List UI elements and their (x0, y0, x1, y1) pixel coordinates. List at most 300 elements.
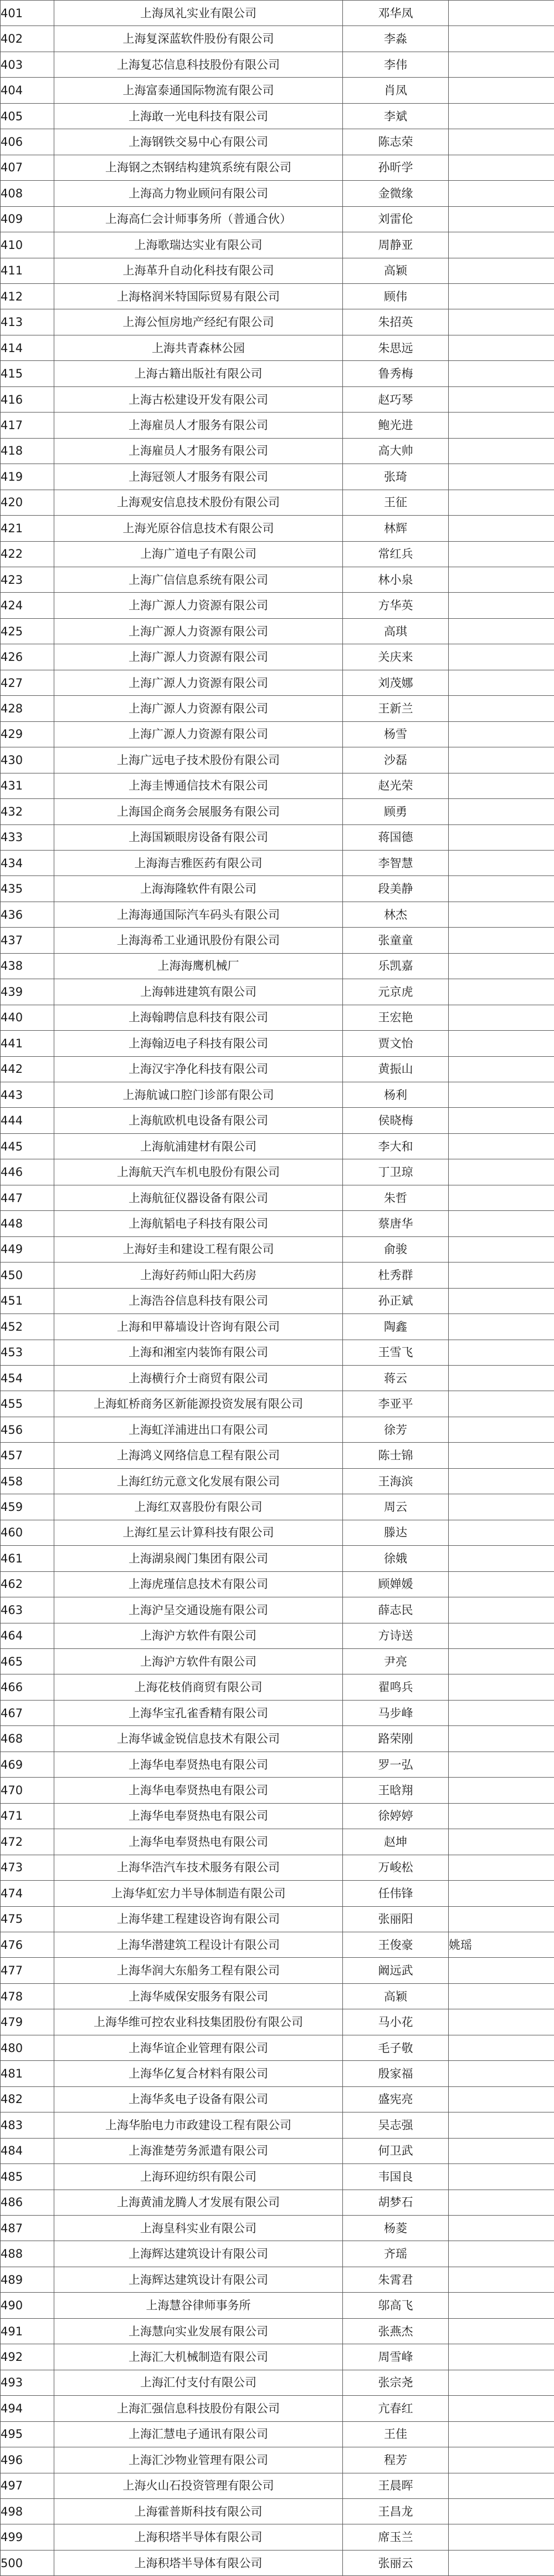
company-name: 上海湖泉阀门集团有限公司 (54, 1546, 343, 1571)
roster-table-body (1, 1, 554, 2576)
person-name: 常红兵 (343, 541, 449, 567)
person-name: 李智慧 (343, 850, 449, 875)
row-number: 480 (1, 2035, 54, 2060)
person-name: 马步峰 (343, 1700, 449, 1725)
table-row (1, 1700, 554, 1725)
company-name: 上海好圭和建设工程有限公司 (54, 1236, 343, 1262)
extra-name (449, 670, 554, 695)
company-name: 上海广源人力资源有限公司 (54, 618, 343, 644)
row-number: 413 (1, 309, 54, 335)
table-row (1, 2035, 554, 2060)
row-number: 412 (1, 283, 54, 309)
extra-name (449, 258, 554, 283)
table-row (1, 2498, 554, 2524)
extra-name (449, 516, 554, 541)
table-row (1, 1005, 554, 1030)
table-row (1, 52, 554, 77)
row-number: 417 (1, 413, 54, 438)
row-number: 498 (1, 2498, 54, 2524)
person-name: 段美静 (343, 876, 449, 902)
extra-name (449, 309, 554, 335)
company-name: 上海雇员人才服务有限公司 (54, 413, 343, 438)
table-row (1, 2550, 554, 2575)
extra-name (449, 2190, 554, 2215)
person-name: 刘雷伦 (343, 206, 449, 232)
row-number: 463 (1, 1597, 54, 1623)
extra-name (449, 1262, 554, 1288)
row-number: 443 (1, 1082, 54, 1108)
table-row (1, 1391, 554, 1417)
row-number: 419 (1, 464, 54, 490)
table-row (1, 1082, 554, 1108)
person-name: 黄振山 (343, 1056, 449, 1082)
row-number: 462 (1, 1571, 54, 1597)
person-name: 顾勇 (343, 799, 449, 824)
company-name: 上海汇慧电子通讯有限公司 (54, 2421, 343, 2447)
person-name: 王新兰 (343, 696, 449, 721)
row-number: 465 (1, 1649, 54, 1674)
person-name: 孙昕学 (343, 155, 449, 180)
person-name: 张宗尧 (343, 2370, 449, 2395)
table-row (1, 644, 554, 670)
row-number: 416 (1, 386, 54, 412)
extra-name (449, 1623, 554, 1648)
table-row (1, 1185, 554, 1210)
person-name: 齐瑶 (343, 2241, 449, 2267)
row-number: 495 (1, 2421, 54, 2447)
row-number: 418 (1, 438, 54, 464)
company-name: 上海华维可控农业科技集团股份有限公司 (54, 2009, 343, 2035)
person-name: 顾婵媛 (343, 1571, 449, 1597)
table-row (1, 2061, 554, 2086)
table-row (1, 1674, 554, 1700)
extra-name (449, 2370, 554, 2395)
row-number: 470 (1, 1778, 54, 1803)
person-name: 殷家福 (343, 2061, 449, 2086)
person-name: 李亚平 (343, 1391, 449, 1417)
row-number: 472 (1, 1829, 54, 1855)
extra-name (449, 1726, 554, 1752)
table-row (1, 1340, 554, 1365)
row-number: 410 (1, 232, 54, 258)
extra-name (449, 876, 554, 902)
row-number: 464 (1, 1623, 54, 1648)
person-name: 沙磊 (343, 747, 449, 773)
company-name: 上海广信信息系统有限公司 (54, 567, 343, 592)
extra-name (449, 103, 554, 129)
row-number: 409 (1, 206, 54, 232)
company-name: 上海冠领人才服务有限公司 (54, 464, 343, 490)
person-name: 鲁秀梅 (343, 361, 449, 386)
extra-name (449, 618, 554, 644)
company-name: 上海广源人力资源有限公司 (54, 644, 343, 670)
person-name: 胡梦石 (343, 2190, 449, 2215)
company-name: 上海广源人力资源有限公司 (54, 670, 343, 695)
person-name: 朱霄君 (343, 2267, 449, 2292)
person-name: 刘茂娜 (343, 670, 449, 695)
row-number: 424 (1, 593, 54, 618)
person-name: 陶鑫 (343, 1314, 449, 1340)
table-row (1, 1314, 554, 1340)
extra-name (449, 2164, 554, 2190)
table-row (1, 2164, 554, 2190)
extra-name (449, 52, 554, 77)
extra-name (449, 696, 554, 721)
company-name: 上海汇大机械制造有限公司 (54, 2344, 343, 2370)
table-row (1, 2190, 554, 2215)
company-name: 上海广源人力资源有限公司 (54, 721, 343, 747)
table-row (1, 1262, 554, 1288)
company-name: 上海航诚口腔门诊部有限公司 (54, 1082, 343, 1108)
table-row (1, 1571, 554, 1597)
extra-name (449, 721, 554, 747)
table-row (1, 2318, 554, 2344)
person-name: 张童童 (343, 928, 449, 953)
row-number: 456 (1, 1417, 54, 1442)
company-name: 上海高仁会计师事务所（普通合伙） (54, 206, 343, 232)
row-number: 479 (1, 2009, 54, 2035)
row-number: 444 (1, 1108, 54, 1133)
row-number: 475 (1, 1906, 54, 1932)
person-name: 杨雪 (343, 721, 449, 747)
person-name: 赵巧琴 (343, 386, 449, 412)
person-name: 杜秀群 (343, 1262, 449, 1288)
row-number: 484 (1, 2138, 54, 2163)
person-name: 蒋国德 (343, 824, 449, 850)
company-name: 上海虎瑾信息技术有限公司 (54, 1571, 343, 1597)
row-number: 432 (1, 799, 54, 824)
row-number: 440 (1, 1005, 54, 1030)
row-number: 408 (1, 181, 54, 206)
table-row (1, 1983, 554, 2009)
extra-name (449, 2138, 554, 2163)
table-row (1, 850, 554, 875)
company-name: 上海航韬电子科技有限公司 (54, 1211, 343, 1236)
extra-name (449, 181, 554, 206)
row-number: 487 (1, 2215, 54, 2241)
table-row (1, 2215, 554, 2241)
person-name: 滕达 (343, 1520, 449, 1545)
row-number: 404 (1, 78, 54, 103)
extra-name (449, 1752, 554, 1777)
row-number: 436 (1, 902, 54, 927)
table-row (1, 1803, 554, 1829)
company-name: 上海敢一光电科技有限公司 (54, 103, 343, 129)
extra-name (449, 2473, 554, 2498)
person-name: 肖凤 (343, 78, 449, 103)
person-name: 赵坤 (343, 1829, 449, 1855)
extra-name (449, 1288, 554, 1314)
company-name: 上海歌瑞达实业有限公司 (54, 232, 343, 258)
extra-name (449, 1855, 554, 1880)
person-name: 李伟 (343, 52, 449, 77)
table-row (1, 953, 554, 979)
row-number: 468 (1, 1726, 54, 1752)
table-row (1, 1752, 554, 1777)
row-number: 457 (1, 1443, 54, 1468)
extra-name (449, 78, 554, 103)
extra-name (449, 1031, 554, 1056)
person-name: 王晗翔 (343, 1778, 449, 1803)
extra-name (449, 2396, 554, 2421)
extra-name (449, 2421, 554, 2447)
person-name: 王征 (343, 490, 449, 515)
table-row (1, 2370, 554, 2395)
company-name: 上海海吉雅医药有限公司 (54, 850, 343, 875)
table-row (1, 1597, 554, 1623)
person-name: 席玉兰 (343, 2524, 449, 2550)
company-name: 上海航天汽车机电股份有限公司 (54, 1159, 343, 1185)
row-number: 427 (1, 670, 54, 695)
extra-name (449, 129, 554, 155)
extra-name (449, 2112, 554, 2138)
extra-name (449, 541, 554, 567)
company-name: 上海翰聘信息科技有限公司 (54, 1005, 343, 1030)
person-name: 何卫武 (343, 2138, 449, 2163)
row-number: 431 (1, 773, 54, 798)
row-number: 481 (1, 2061, 54, 2086)
person-name: 周雪峰 (343, 2344, 449, 2370)
table-row (1, 1288, 554, 1314)
table-row (1, 1494, 554, 1520)
table-row (1, 721, 554, 747)
company-name: 上海航欧机电设备有限公司 (54, 1108, 343, 1133)
company-name: 上海沪方软件有限公司 (54, 1623, 343, 1648)
extra-name (449, 2035, 554, 2060)
company-name: 上海广远电子技术股份有限公司 (54, 747, 343, 773)
person-name: 阚远武 (343, 1958, 449, 1983)
row-number: 439 (1, 979, 54, 1005)
person-name: 李淼 (343, 26, 449, 52)
row-number: 402 (1, 26, 54, 52)
extra-name (449, 2009, 554, 2035)
person-name: 张丽云 (343, 2550, 449, 2575)
row-number: 406 (1, 129, 54, 155)
company-name: 上海革升自动化科技有限公司 (54, 258, 343, 283)
row-number: 485 (1, 2164, 54, 2190)
extra-name (449, 2086, 554, 2112)
person-name: 元京虎 (343, 979, 449, 1005)
extra-name (449, 2061, 554, 2086)
table-row (1, 541, 554, 567)
extra-name (449, 850, 554, 875)
row-number: 414 (1, 335, 54, 360)
extra-name (449, 464, 554, 490)
row-number: 491 (1, 2318, 54, 2344)
extra-name (449, 335, 554, 360)
company-name: 上海公恒房地产经纪有限公司 (54, 309, 343, 335)
company-name: 上海翰迈电子科技有限公司 (54, 1031, 343, 1056)
person-name: 俞骏 (343, 1236, 449, 1262)
row-number: 421 (1, 516, 54, 541)
company-name: 上海华建工程建设咨询有限公司 (54, 1906, 343, 1932)
person-name: 高琪 (343, 618, 449, 644)
extra-name (449, 644, 554, 670)
company-name: 上海积塔半导体有限公司 (54, 2550, 343, 2575)
extra-name (449, 773, 554, 798)
extra-name (449, 438, 554, 464)
person-name: 陈志荣 (343, 129, 449, 155)
company-name: 上海辉达建筑设计有限公司 (54, 2267, 343, 2292)
person-name: 高颖 (343, 258, 449, 283)
extra-name (449, 1133, 554, 1159)
person-name: 高大帅 (343, 438, 449, 464)
extra-name (449, 1082, 554, 1108)
table-row (1, 747, 554, 773)
company-name: 上海广道电子有限公司 (54, 541, 343, 567)
company-name: 上海格润米特国际贸易有限公司 (54, 283, 343, 309)
table-row (1, 1520, 554, 1545)
person-name: 徐婷婷 (343, 1803, 449, 1829)
company-name: 上海华炙电子设备有限公司 (54, 2086, 343, 2112)
table-row (1, 1366, 554, 1391)
row-number: 430 (1, 747, 54, 773)
person-name: 张丽阳 (343, 1906, 449, 1932)
row-number: 466 (1, 1674, 54, 1700)
table-row (1, 181, 554, 206)
row-number: 420 (1, 490, 54, 515)
person-name: 赵光荣 (343, 773, 449, 798)
row-number: 445 (1, 1133, 54, 1159)
extra-name (449, 2498, 554, 2524)
company-name: 上海汇付支付有限公司 (54, 2370, 343, 2395)
extra-name (449, 2344, 554, 2370)
extra-name (449, 2550, 554, 2575)
person-name: 侯晓梅 (343, 1108, 449, 1133)
extra-name (449, 1366, 554, 1391)
company-name: 上海火山石投资管理有限公司 (54, 2473, 343, 2498)
table-row (1, 1829, 554, 1855)
extra-name (449, 928, 554, 953)
person-name: 王晨晖 (343, 2473, 449, 2498)
person-name: 方华英 (343, 593, 449, 618)
company-name: 上海复芯信息科技股份有限公司 (54, 52, 343, 77)
extra-name (449, 1417, 554, 1442)
extra-name (449, 1468, 554, 1494)
row-number: 478 (1, 1983, 54, 2009)
row-number: 428 (1, 696, 54, 721)
company-name: 上海汉宇净化科技有限公司 (54, 1056, 343, 1082)
table-row (1, 129, 554, 155)
person-name: 盛宪亮 (343, 2086, 449, 2112)
table-row (1, 2293, 554, 2318)
row-number: 448 (1, 1211, 54, 1236)
person-name: 王俊豪 (343, 1932, 449, 1957)
person-name: 方诗送 (343, 1623, 449, 1648)
company-name: 上海航浦建材有限公司 (54, 1133, 343, 1159)
person-name: 朱哲 (343, 1185, 449, 1210)
table-row (1, 979, 554, 1005)
row-number: 442 (1, 1056, 54, 1082)
company-name: 上海红星云计算科技有限公司 (54, 1520, 343, 1545)
person-name: 朱思远 (343, 335, 449, 360)
table-row (1, 361, 554, 386)
person-name: 亢春红 (343, 2396, 449, 2421)
person-name: 金微缘 (343, 181, 449, 206)
row-number: 460 (1, 1520, 54, 1545)
company-name: 上海广源人力资源有限公司 (54, 593, 343, 618)
table-row (1, 2009, 554, 2035)
person-name: 朱招英 (343, 309, 449, 335)
row-number: 437 (1, 928, 54, 953)
company-name: 上海广源人力资源有限公司 (54, 696, 343, 721)
extra-name (449, 799, 554, 824)
person-name: 陈士锦 (343, 1443, 449, 1468)
company-name: 上海汇强信息科技股份有限公司 (54, 2396, 343, 2421)
row-number: 450 (1, 1262, 54, 1288)
table-row (1, 1623, 554, 1648)
extra-name (449, 232, 554, 258)
row-number: 499 (1, 2524, 54, 2550)
person-name: 李斌 (343, 103, 449, 129)
table-row (1, 1236, 554, 1262)
company-name: 上海华亿复合材料有限公司 (54, 2061, 343, 2086)
company-name: 上海古松建设开发有限公司 (54, 386, 343, 412)
company-name: 上海横行介士商贸有限公司 (54, 1366, 343, 1391)
row-number: 426 (1, 644, 54, 670)
extra-name (449, 1958, 554, 1983)
row-number: 454 (1, 1366, 54, 1391)
company-name: 上海华浩汽车技术服务有限公司 (54, 1855, 343, 1880)
row-number: 403 (1, 52, 54, 77)
row-number: 415 (1, 361, 54, 386)
company-name: 上海海希工业通讯股份有限公司 (54, 928, 343, 953)
person-name: 路荣刚 (343, 1726, 449, 1752)
company-name: 上海华宝孔雀香精有限公司 (54, 1700, 343, 1725)
company-name: 上海华潜建筑工程设计有限公司 (54, 1932, 343, 1957)
extra-name (449, 1340, 554, 1365)
table-row (1, 335, 554, 360)
person-name: 张琦 (343, 464, 449, 490)
person-name: 高颖 (343, 1983, 449, 2009)
table-row (1, 1108, 554, 1133)
table-row (1, 258, 554, 283)
extra-name (449, 1674, 554, 1700)
row-number: 461 (1, 1546, 54, 1571)
person-name: 王宏艳 (343, 1005, 449, 1030)
extra-name (449, 1056, 554, 1082)
extra-name (449, 979, 554, 1005)
table-row (1, 2473, 554, 2498)
extra-name (449, 155, 554, 180)
row-number: 482 (1, 2086, 54, 2112)
person-name: 丁卫琼 (343, 1159, 449, 1185)
company-name: 上海和湘室内装饰有限公司 (54, 1340, 343, 1365)
extra-name (449, 386, 554, 412)
person-name: 尹亮 (343, 1649, 449, 1674)
person-name: 顾伟 (343, 283, 449, 309)
company-name: 上海华虹宏力半导体制造有限公司 (54, 1881, 343, 1906)
table-row (1, 283, 554, 309)
table-row (1, 2112, 554, 2138)
extra-name (449, 206, 554, 232)
company-name: 上海华电奉贤热电有限公司 (54, 1752, 343, 1777)
table-row (1, 824, 554, 850)
person-name: 林辉 (343, 516, 449, 541)
table-row (1, 618, 554, 644)
company-name: 上海华润大东船务工程有限公司 (54, 1958, 343, 1983)
company-name: 上海华电奉贤热电有限公司 (54, 1829, 343, 1855)
table-row (1, 2138, 554, 2163)
row-number: 467 (1, 1700, 54, 1725)
extra-name (449, 1, 554, 26)
company-name: 上海汇沙物业管理有限公司 (54, 2447, 343, 2473)
person-name: 李大和 (343, 1133, 449, 1159)
table-row (1, 490, 554, 515)
company-name: 上海红双喜股份有限公司 (54, 1494, 343, 1520)
row-number: 405 (1, 103, 54, 129)
person-name: 杨利 (343, 1082, 449, 1108)
